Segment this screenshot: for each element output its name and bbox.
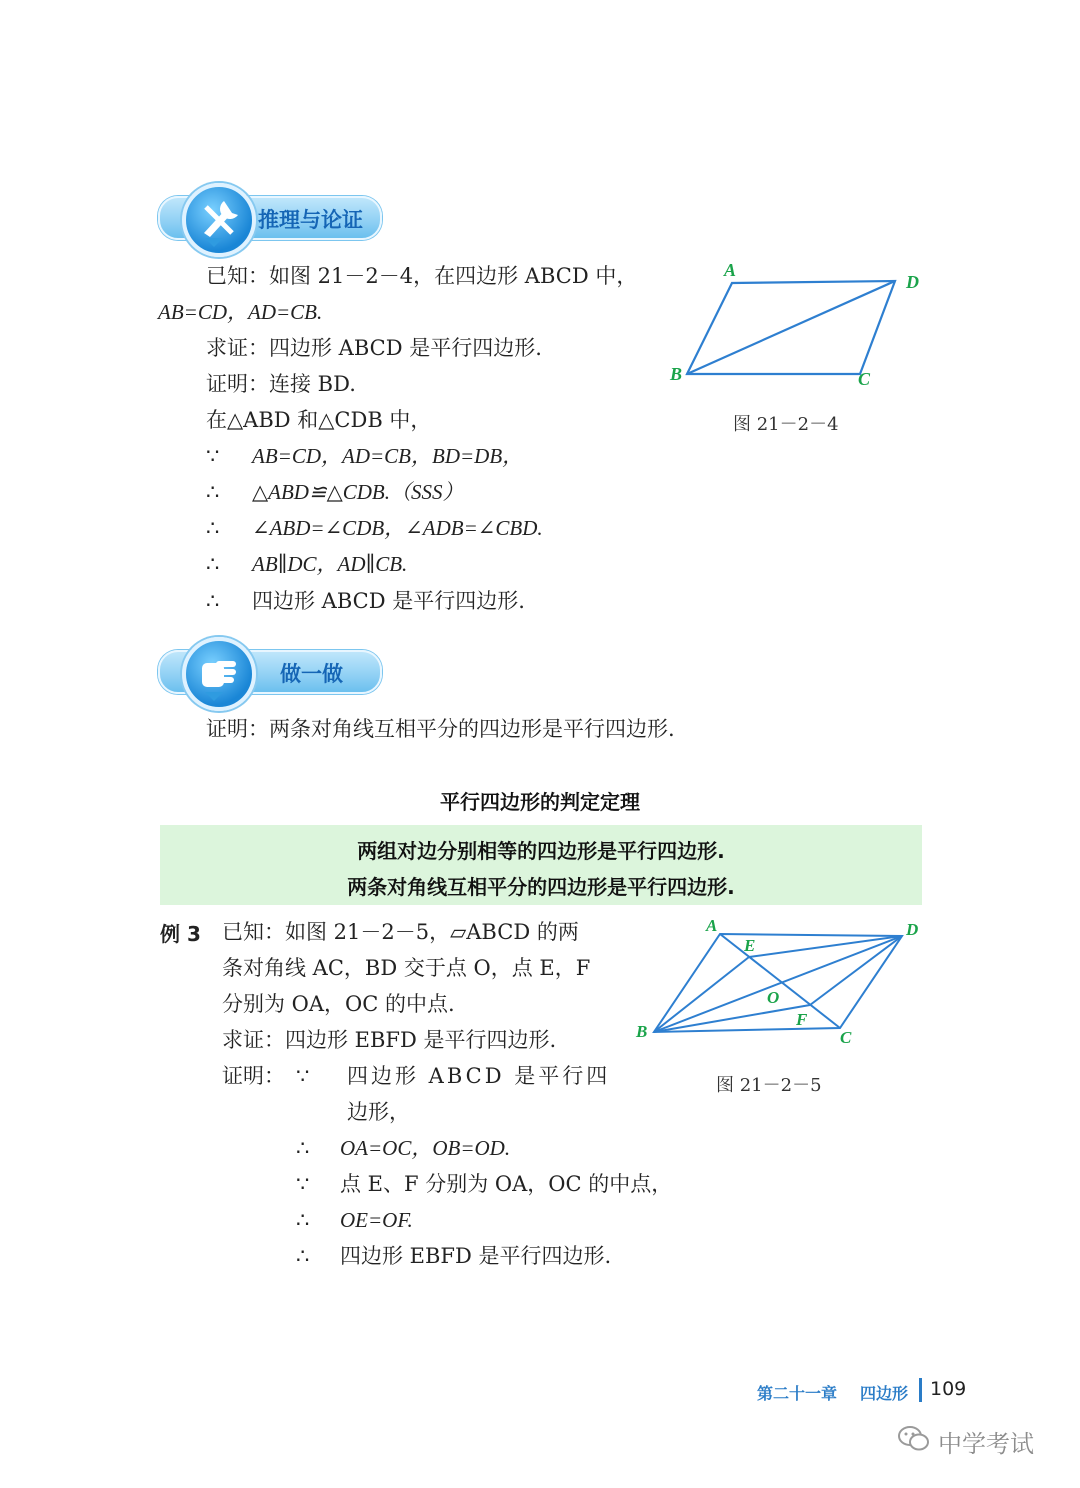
figure-caption-1: 图 21－2－4 [733,414,839,435]
theorem-box [160,825,922,905]
example-line: 证明： [222,1064,285,1088]
because-symbol: ∵ [296,1064,310,1088]
vertex-label-a: A [706,916,718,935]
theorem-line: 两条对角线互相平分的四边形是平行四边形. [347,875,735,899]
proof-line: 四边形 ABCD 是平行四边形. [252,589,525,613]
proof-line: 证明：连接 BD. [206,372,356,396]
vertex-label-b: B [670,364,683,384]
vertex-label-b: B [636,1022,648,1041]
diagonal-bd [654,936,902,1032]
vertex-label-d: D [906,272,919,292]
example-line: 分别为 OA，OC 的中点. [222,992,455,1016]
diagonal-ac [720,934,840,1028]
diagonal-bd [687,281,895,374]
segment-bf [654,1005,810,1032]
prove-line: 求证：四边形 ABCD 是平行四边形. [206,336,542,360]
chevron-down-icon [205,238,223,247]
example-line: 四边形 EBFD 是平行四边形. [340,1244,612,1268]
vertex-label-c: C [840,1028,852,1047]
footer-divider [919,1378,922,1402]
chapter-title: 四边形 [860,1384,909,1403]
therefore-symbol: ∴ [296,1136,310,1160]
figure-parallelogram-2 [630,910,930,1045]
page-number: 109 [930,1378,967,1400]
therefore-symbol: ∴ [296,1244,310,1268]
wechat-icon [897,1424,931,1454]
section-title: 推理与论证 [258,208,363,232]
vertex-label-c: C [858,369,871,389]
exercise-text: 证明：两条对角线互相平分的四边形是平行四边形. [206,717,675,741]
point-label-e: E [744,936,756,955]
figure-caption-2: 图 21－2－5 [716,1075,822,1096]
given-line: 已知：如图 21－2－4，在四边形 ABCD 中， [206,264,638,288]
proof-line: ∠ABD=∠CDB，∠ADB=∠CBD. [252,516,543,540]
example-line: 条对角线 AC，BD 交于点 O，点 E，F [222,956,591,980]
point-label-f: F [796,1010,808,1029]
section-title: 做一做 [280,662,343,686]
example-line: 四边形 ABCD 是平行四 [347,1064,611,1088]
watermark-text: 中学考试 [938,1430,1034,1458]
vertex-label-d: D [906,920,919,939]
example-line: 点 E、F 分别为 OA，OC 的中点， [340,1172,673,1196]
therefore-symbol: ∴ [206,589,220,613]
example-label: 例 3 [160,922,201,946]
example-line: 求证：四边形 EBFD 是平行四边形. [222,1028,557,1052]
theorem-line: 两组对边分别相等的四边形是平行四边形. [357,839,725,863]
because-symbol: ∵ [296,1172,310,1196]
example-line: OA=OC，OB=OD. [340,1136,511,1160]
vertex-label-a: A [724,260,737,280]
therefore-symbol: ∴ [206,516,220,540]
given-line-cont: AB=CD，AD=CB. [158,300,323,324]
theorem-heading: 平行四边形的判定定理 [440,790,640,814]
therefore-symbol: ∴ [296,1208,310,1232]
proof-line: AB∥DC，AD∥CB. [252,552,408,576]
chevron-down-icon [205,692,223,701]
point-label-o: O [767,988,780,1007]
example-line: OE=OF. [340,1208,413,1232]
proof-line: 在△ABD 和△CDB 中， [206,408,432,432]
because-symbol: ∵ [206,444,220,468]
proof-line: △ABD≌△CDB.（SSS） [252,480,464,504]
example-line: 边形， [347,1100,410,1124]
chapter-label: 第二十一章 [757,1384,838,1403]
segment-be [654,957,749,1032]
example-line: 已知：如图 21－2－5，▱ABCD 的两 [222,920,579,944]
figure-parallelogram-1 [660,258,930,393]
therefore-symbol: ∴ [206,480,220,504]
therefore-symbol: ∴ [206,552,220,576]
proof-line: AB=CD，AD=CB，BD=DB， [252,444,524,468]
